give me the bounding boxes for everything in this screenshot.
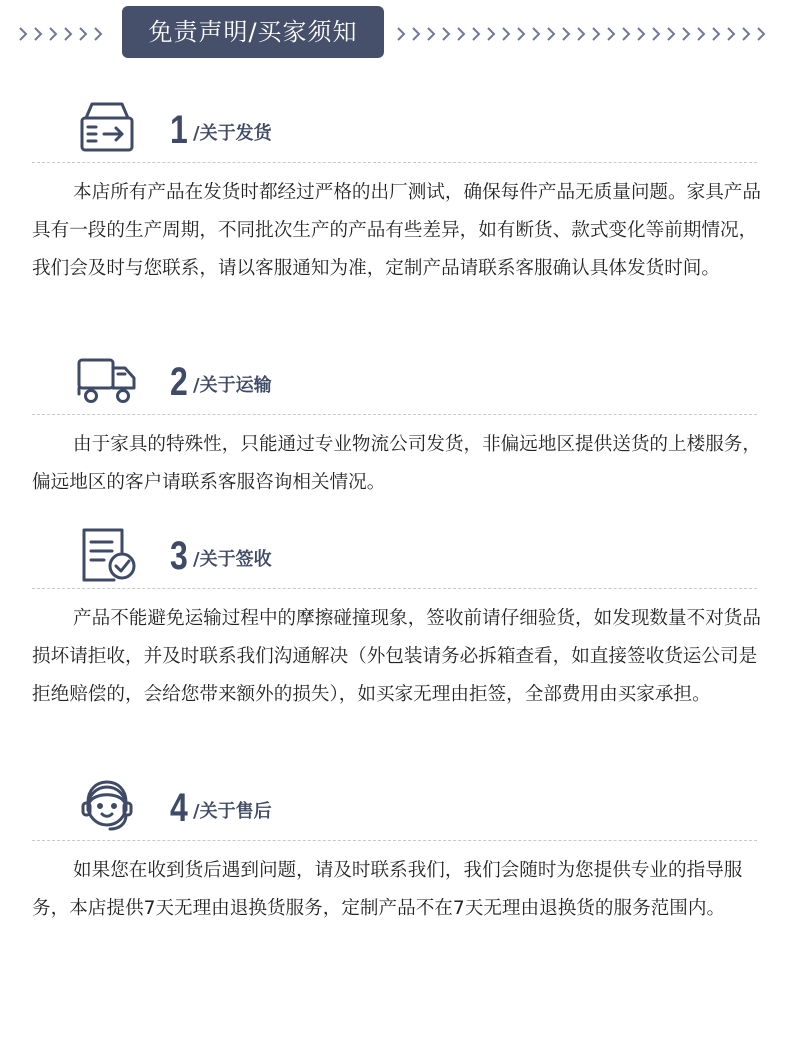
customer-service-icon (76, 778, 138, 838)
chevron-right-icon (713, 28, 719, 40)
checked-document-icon (76, 526, 138, 586)
chevron-right-icon (758, 28, 764, 40)
chevron-right-icon (398, 28, 404, 40)
section-number: 1 (170, 108, 188, 152)
shipping-box-icon (76, 100, 138, 160)
section-body: 本店所有产品在发货时都经过严格的出厂测试，确保每件产品无质量问题。家具产品具有一段的生产周期，不同批次生产的产品有些差异，如有断货、款式变化等前期情况，我们会及时与您联系，请以客服通知为准，定制产品请联系客服确认具体发货时间。 (32, 182, 761, 279)
decorative-arrows-right (396, 22, 776, 46)
section-number: 2 (170, 360, 188, 404)
decorative-arrows-left (18, 22, 114, 46)
section-title: /关于签收 (193, 549, 272, 570)
chevron-right-icon (413, 28, 419, 40)
truck-icon (76, 352, 138, 412)
chevron-right-icon (638, 28, 644, 40)
chevron-right-icon (578, 28, 584, 40)
chevron-right-icon (683, 28, 689, 40)
chevron-right-icon (668, 28, 674, 40)
chevron-right-icon (743, 28, 749, 40)
chevron-right-icon (518, 28, 524, 40)
chevron-right-icon (428, 28, 434, 40)
section-divider (32, 840, 757, 841)
section-header (0, 526, 790, 592)
chevron-right-icon (533, 28, 539, 40)
chevron-right-icon (563, 28, 569, 40)
section-number: 3 (170, 534, 188, 578)
chevron-right-icon (458, 28, 464, 40)
section-header (0, 778, 790, 844)
section-body: 如果您在收到货后遇到问题，请及时联系我们，我们会随时为您提供专业的指导服务，本店提供7天无理由退换货服务，定制产品不在7天无理由退换货的服务范围内。 (32, 860, 743, 919)
chevron-right-icon (653, 28, 659, 40)
section-header (0, 352, 790, 418)
section-title: /关于发货 (193, 123, 272, 144)
page-header (0, 6, 790, 62)
chevron-right-icon (473, 28, 479, 40)
chevron-right-icon (623, 28, 629, 40)
section-header (0, 100, 790, 166)
chevron-right-icon (593, 28, 599, 40)
section-body: 由于家具的特殊性，只能通过专业物流公司发货，非偏远地区提供送货的上楼服务，偏远地区的客户请联系客服咨询相关情况。 (32, 434, 761, 493)
chevron-right-icon (488, 28, 494, 40)
chevron-right-icon (698, 28, 704, 40)
page-title: 免责声明/买家须知 (122, 6, 384, 58)
chevron-right-icon (503, 28, 509, 40)
section-number: 4 (170, 786, 188, 830)
section-divider (32, 162, 757, 163)
section-body: 产品不能避免运输过程中的摩擦碰撞现象，签收前请仔细验货，如发现数量不对货品损坏请拒收，并及时联系我们沟通解决（外包装请务必拆箱查看，如直接签收货运公司是拒绝赔偿的，会给您带来额外的损失），如买家无理由拒签，全部费用由买家承担。 (32, 608, 761, 705)
section-title: /关于售后 (193, 801, 272, 822)
section-divider (32, 414, 757, 415)
section-title: /关于运输 (193, 375, 272, 396)
chevron-right-icon (608, 28, 614, 40)
chevron-right-icon (443, 28, 449, 40)
chevron-right-icon (548, 28, 554, 40)
section-divider (32, 588, 757, 589)
chevron-right-icon (728, 28, 734, 40)
